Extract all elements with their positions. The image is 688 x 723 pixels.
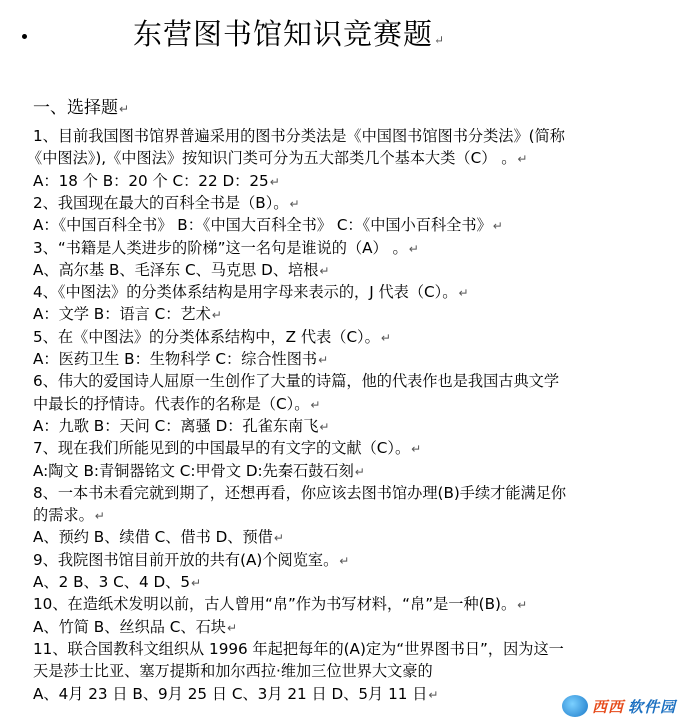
question-line: 9、我院图书馆目前开放的共有(A)个阅览室。↵ <box>33 550 350 569</box>
question-line: 10、在造纸术发明以前，古人曾用“帛”作为书写材料，“帛”是一种(B)。↵ <box>33 595 528 614</box>
question-line: A：文学 B：语言 C：艺术↵ <box>33 305 222 324</box>
section-heading: 一、选择题↵ <box>33 98 130 118</box>
question-line: 8、一本书未看完就到期了，还想再看，你应该去图书馆办理(B)手续才能满足你 <box>33 483 567 502</box>
question-line: A、竹简 B、丝织品 C、石块↵ <box>33 617 238 636</box>
question-line: A：医药卫生 B：生物科学 C：综合性图书↵ <box>33 350 329 368</box>
question-line: 3、“书籍是人类进步的阶梯”这一名句是谁说的（A） 。↵ <box>33 238 419 257</box>
question-line: 1、目前我国图书馆界普遍采用的图书分类法是《中国图书馆图书分类法》(简称 <box>33 127 565 145</box>
question-line: 天是莎士比亚、塞万提斯和加尔西拉·维加三位世界大文豪的 <box>33 662 433 681</box>
page-title: 东营图书馆知识竞赛题↵ <box>133 17 446 51</box>
question-line: A、高尔基 B、毛泽东 C、马克思 D、培根↵ <box>33 260 330 279</box>
question-line: 的需求。↵ <box>33 506 105 525</box>
question-line: 7、现在我们所能见到的中国最早的有文字的文献（C）。↵ <box>33 439 422 458</box>
watermark-text-2: 软件园 <box>627 697 676 716</box>
question-line: A、2 B、3 C、4 D、5↵ <box>33 573 202 591</box>
question-line: 《中图法》),《中图法》按知识门类可分为五大部类几个基本大类（C） 。↵ <box>27 149 528 168</box>
question-line: A：九歌 B：天问 C：离骚 D：孔雀东南飞↵ <box>33 416 330 435</box>
watermark-logo <box>558 693 680 719</box>
question-line: A:陶文 B:青铜器铭文 C:甲骨文 D:先秦石鼓石刻↵ <box>33 461 365 480</box>
watermark-text-1: 西西 <box>591 697 624 716</box>
question-line: A：18 个 B：20 个 C：22 D：25↵ <box>33 171 280 190</box>
question-line: 4、《中图法》的分类体系结构是用字母来表示的，J 代表（C）。↵ <box>33 283 469 302</box>
question-line: 中最长的抒情诗。代表作的名称是（C）。↵ <box>33 394 321 413</box>
bullet-dot <box>22 34 27 39</box>
question-line: 6、伟大的爱国诗人屈原一生创作了大量的诗篇，他的代表作也是我国古典文学 <box>33 372 560 391</box>
question-line: A：《中国百科全书》 B：《中国大百科全书》 C：《中国小百科全书》↵ <box>33 216 503 235</box>
watermark-icon <box>562 695 588 717</box>
question-line: 2、我国现在最大的百科全书是（B）。↵ <box>33 193 300 212</box>
question-line: 11、联合国教科文组织从 1996 年起把每年的(A)定为“世界图书日”，因为这一 <box>33 639 564 658</box>
question-line: A、4月 23 日 B、9月 25 日 C、3月 21 日 D、5月 11 日↵ <box>33 684 439 703</box>
question-line: A、预约 B、续借 C、借书 D、预借↵ <box>33 528 284 547</box>
question-line: 5、在《中图法》的分类体系结构中，Z 代表（C）。↵ <box>33 327 391 346</box>
